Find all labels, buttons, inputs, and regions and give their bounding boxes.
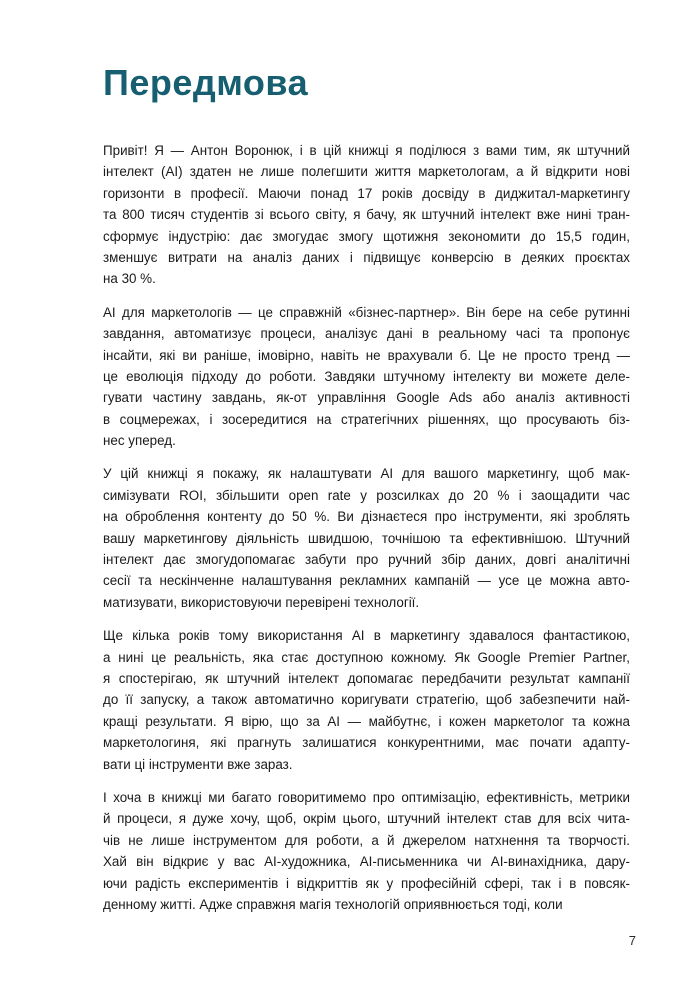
page-number: 7	[628, 933, 636, 948]
text-line: горизонти в професії. Маючи понад 17 років досвіду в диджитал-маркетингу	[103, 185, 630, 201]
text-line: гувати частину завдань, як-от управління Google Ads або аналіз активності	[103, 390, 630, 406]
text-line: сформує індустрію: дає змогудає змогу щотижня зекономити до 15,5 годин,	[103, 228, 630, 244]
text-line: до її запуску, а також автоматично коригувати стратегію, щоб забезпечити най-	[103, 692, 630, 708]
paragraph	[103, 787, 630, 915]
text-line: й процеси, я дуже хочу, щоб, окрім цього, штучний інтелект став для всіх чита-	[103, 811, 630, 827]
text-line: сесії та нескінченне налаштування рекламних кампаній — усе це можна авто-	[103, 573, 630, 589]
text-line: маркетологиня, які прагнуть залишатися конкурентними, має почати адапту-	[103, 735, 630, 751]
text-line: чів не лише інструментом для роботи, а й джерелом натхнення та творчості.	[103, 832, 630, 848]
text-line: симізувати ROI, збільшити open rate у розсилках до 20 % і заощадити час	[103, 487, 630, 503]
text-line: Ще кілька років тому використання AI в маркетингу здавалося фантастикою,	[103, 628, 630, 644]
text-line: інсайти, які ви раніше, імовірно, навіть не врахували б. Це не просто тренд —	[103, 347, 630, 363]
text-line: AI для маркетологів — це справжній «бізнес-партнер». Він бере на себе рутинні	[103, 304, 630, 320]
text-line: на 30 %.	[103, 271, 156, 287]
paragraph	[103, 463, 630, 613]
text-line: Хай він відкриє у вас AI-художника, AI-письменника чи AI-винахідника, дару-	[103, 854, 630, 870]
text-line: зменшує витрати на аналіз даних і підвищує конверсію в деяких проєктах	[103, 249, 630, 265]
text-line: матизувати, використовуючи перевірені технології.	[103, 594, 420, 610]
body-paragraphs	[103, 140, 630, 915]
text-line: кращі результати. Я вірю, що за AI — майбутнє, і кожен маркетолог та кожна	[103, 713, 630, 729]
text-line: це еволюція підходу до роботи. Завдяки штучному інтелекту ви можете деле-	[103, 368, 630, 384]
text-line: інтелект дає змогудопомагає забути про ручний збір даних, довгі аналітичні	[103, 552, 630, 568]
text-line: інтелект (AI) здатен не лише полегшити життя маркетологам, а й відкрити нові	[103, 164, 630, 180]
text-line: на оброблення контенту до 50 %. Ви дізнаєтеся про інструменти, які зроблять	[103, 509, 630, 525]
paragraph	[103, 625, 630, 775]
text-line: У цій книжці я покажу, як налаштувати AI для вашого маркетингу, щоб мак-	[103, 466, 630, 482]
text-line: я спостерігаю, як штучний інтелект допомагає передбачити результат кампанії	[103, 670, 630, 686]
text-line: ючи радість експериментів і відкриттів як у професійній сфері, так і в повсяк-	[103, 875, 630, 891]
text-line: нес уперед.	[103, 433, 176, 449]
text-line: а нині це реальність, яка стає доступною кожному. Як Google Premier Partner,	[103, 649, 630, 665]
text-line: завдання, автоматизує процеси, аналізує дані в реальному часі та пропонує	[103, 326, 630, 342]
chapter-title: Передмова	[103, 62, 309, 103]
page-content	[103, 0, 630, 927]
text-line: Привіт! Я — Антон Воронюк, і в цій книжці я поділюся з вами тим, як штучний	[103, 143, 630, 158]
text-line: вашу маркетингову діяльність швидшою, точнішою та ефективнішою. Штучний	[103, 530, 630, 546]
text-line: денному житті. Адже справжня магія технологій оприявнюється тоді, коли	[103, 896, 563, 912]
text-line: та 800 тисяч студентів зі всього світу, я бачу, як штучний інтелект вже нині тран-	[103, 207, 630, 223]
paragraph	[103, 302, 630, 452]
text-line: вати ці інструменти вже зараз.	[103, 756, 293, 772]
paragraph	[103, 140, 630, 290]
text-line: І хоча в книжці ми багато говоритимемо про оптимізацію, ефективність, метрики	[103, 789, 630, 805]
text-line: в соцмережах, і зосередитися на стратегічних рішеннях, що просувають біз-	[103, 411, 630, 427]
